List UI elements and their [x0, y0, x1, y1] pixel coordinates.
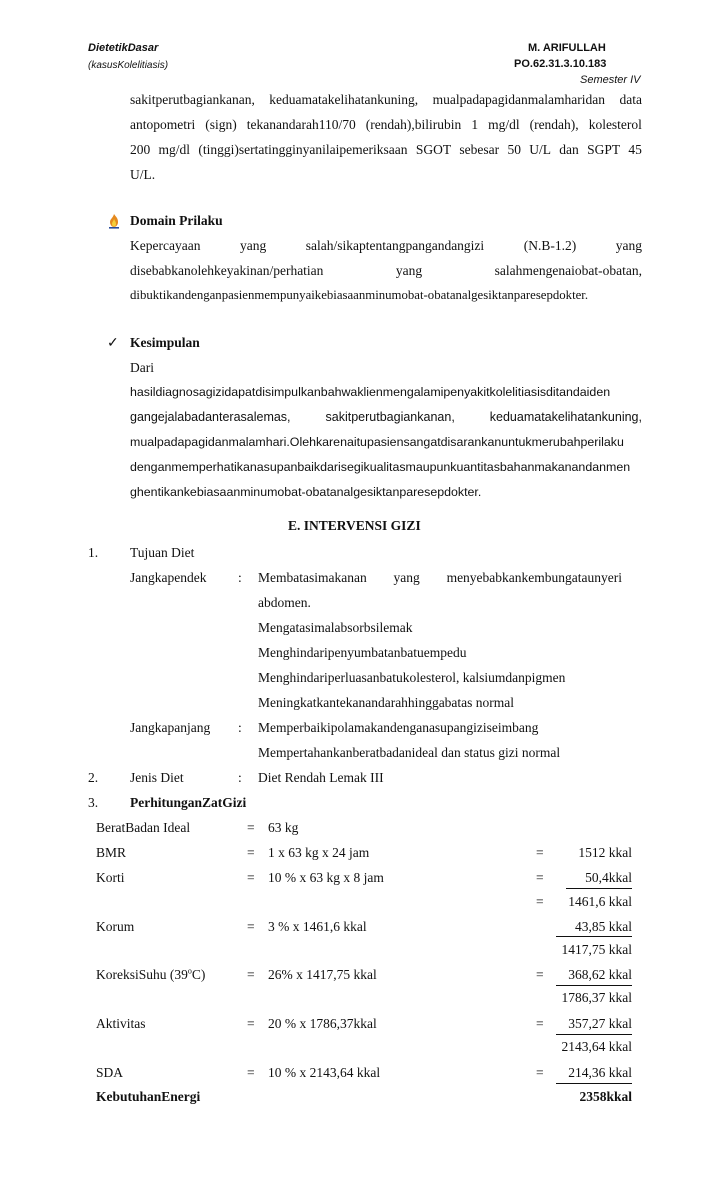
- subtotal-rule: [556, 1034, 632, 1035]
- intro-line-1: sakitperutbagiankanan, keduamatakelihatankuning, mualpadapagidanmalamharidan data: [130, 92, 642, 107]
- jangka-pendek-line-1: Membatasimakanan yang menyebabkankembungataunyeri: [258, 570, 622, 585]
- subtotal-4: 2143,64 kkal: [561, 1039, 632, 1054]
- jangka-panjang-line-1: Memperbaikipolamakandenganasupangiziseimbang: [258, 720, 539, 735]
- domain-perilaku-line-2: disebabkanolehkeyakinan/perhatian yang salahmengenaiobat-obatan,: [130, 263, 642, 278]
- bbi-value: 63 kg: [268, 820, 299, 835]
- jangka-pendek-line-5: Menghindariperluasanbatukolesterol, kalsiumdanpigmen: [258, 670, 566, 685]
- jangka-panjang-line-2: Mempertahankanberatbadanideal dan status gizi normal: [258, 745, 561, 760]
- bmr-result: 1512 kkal: [578, 845, 632, 860]
- jangka-pendek-line-2: abdomen.: [258, 595, 311, 610]
- sda-expression: 10 % x 2143,64 kkal: [268, 1065, 381, 1080]
- bmr-expression: 1 x 63 kg x 24 jam: [268, 845, 370, 860]
- domain-perilaku-heading: Domain Prilaku: [130, 213, 223, 228]
- domain-perilaku-line-3: dibuktikandenganpasienmempunyaikebiasaanminumobat-obatanalgesiktanparesepdokter.: [130, 288, 589, 302]
- equals-sign: =: [536, 1016, 544, 1031]
- subtotal-rule: [556, 985, 632, 986]
- kesimpulan-line-2: hasildiagnosagizidapatdisimpulkanbahwaklienmengalamipenyakitkolelitiasisditandaiden: [130, 385, 611, 399]
- equals-sign: =: [247, 870, 255, 885]
- equals-sign: =: [536, 1065, 544, 1080]
- intro-line-3: 200 mg/dl (tinggi)sertatingginyanilaipemeriksaan SGOT sebesar 50 U/L dan SGPT 45: [130, 142, 642, 157]
- student-id: PO.62.31.3.10.183: [514, 58, 607, 70]
- jangka-pendek-line-4: Menghindaripenyumbatanbatuempedu: [258, 645, 467, 660]
- subtotal-1: 1461,6 kkal: [568, 894, 632, 909]
- equals-sign: =: [536, 894, 544, 909]
- equals-sign: =: [247, 967, 255, 982]
- korti-expression: 10 % x 63 kg x 8 jam: [268, 870, 384, 885]
- item-number-3: 3.: [88, 795, 99, 810]
- section-title: E. INTERVENSI GIZI: [288, 518, 421, 533]
- subtotal-rule: [556, 936, 632, 937]
- intro-line-2: antopometri (sign) tekanandarah110/70 (rendah),bilirubin 1 mg/dl (rendah), kolesterol: [130, 117, 642, 132]
- domain-perilaku-line-1: Kepercayaan yang salah/sikaptentangpangandangizi (N.B-1.2) yang: [130, 238, 642, 253]
- item-number-1: 1.: [88, 545, 99, 560]
- subtotal-rule: [556, 1083, 632, 1084]
- semester: Semester IV: [580, 74, 641, 86]
- flame-bullet-icon: [106, 213, 122, 229]
- koreksi-suhu-result: 368,62 kkal: [568, 967, 632, 982]
- jenis-diet-value: Diet Rendah Lemak III: [258, 770, 384, 785]
- korum-label: Korum: [96, 919, 135, 934]
- intro-line-4: U/L.: [130, 167, 156, 182]
- doc-title: DietetikDasar: [88, 42, 159, 54]
- tujuan-diet-label: Tujuan Diet: [130, 545, 195, 560]
- koreksi-suhu-label: KoreksiSuhu (39$^o$C): [96, 966, 206, 982]
- equals-sign: =: [536, 845, 544, 860]
- colon: :: [238, 570, 242, 585]
- korti-result: 50,4kkal: [585, 870, 632, 885]
- colon: :: [238, 770, 242, 785]
- kesimpulan-line-1: Dari: [130, 360, 154, 375]
- perhitungan-heading: PerhitunganZatGizi: [130, 795, 247, 810]
- equals-sign: =: [247, 820, 255, 835]
- bbi-label: BeratBadan Ideal: [96, 820, 191, 835]
- jenis-diet-label: Jenis Diet: [130, 770, 184, 785]
- aktivitas-result: 357,27 kkal: [568, 1016, 632, 1031]
- jangka-pendek-line-3: Mengatasimalabsorbsilemak: [258, 620, 413, 635]
- subtotal-2: 1417,75 kkal: [561, 942, 632, 957]
- kebutuhan-energi-label: KebutuhanEnergi: [96, 1089, 201, 1104]
- jangka-pendek-label: Jangkapendek: [130, 570, 207, 585]
- kebutuhan-energi-value: 2358kkal: [579, 1089, 632, 1104]
- jangka-panjang-label: Jangkapanjang: [130, 720, 211, 735]
- kesimpulan-line-3: gangejalabadanterasalemas, sakitperutbagiankanan, keduamatakelihatankuning,: [130, 410, 642, 424]
- sda-label: SDA: [96, 1065, 124, 1080]
- korum-expression: 3 % x 1461,6 kkal: [268, 919, 367, 934]
- subtotal-rule: [566, 888, 632, 889]
- equals-sign: =: [247, 845, 255, 860]
- bmr-label: BMR: [96, 845, 127, 860]
- author-name: M. ARIFULLAH: [528, 42, 606, 54]
- koreksi-suhu-expression: 26% x 1417,75 kkal: [268, 967, 377, 982]
- subtotal-3: 1786,37 kkal: [561, 990, 632, 1005]
- kesimpulan-line-4: mualpadapagidanmalamhari.Olehkarenaitupasiensangatdisarankanuntukmerubahperilaku: [130, 435, 624, 449]
- equals-sign: =: [247, 919, 255, 934]
- kesimpulan-heading: Kesimpulan: [130, 335, 200, 350]
- item-number-2: 2.: [88, 770, 99, 785]
- colon: :: [238, 720, 242, 735]
- korti-label: Korti: [96, 870, 125, 885]
- sda-result: 214,36 kkal: [568, 1065, 632, 1080]
- kesimpulan-line-5: denganmemperhatikanasupanbaikdarisegikualitasmaupunkuantitasbahanmakanandanmen: [130, 460, 631, 474]
- equals-sign: =: [247, 1016, 255, 1031]
- aktivitas-label: Aktivitas: [96, 1016, 146, 1031]
- aktivitas-expression: 20 % x 1786,37kkal: [268, 1016, 377, 1031]
- korum-result: 43,85 kkal: [575, 919, 632, 934]
- kesimpulan-line-6: ghentikankebiasaanminumobat-obatanalgesiktanparesepdokter.: [130, 485, 482, 499]
- jangka-pendek-line-6: Meningkatkantekanandarahhinggabatas normal: [258, 695, 515, 710]
- equals-sign: =: [247, 1065, 255, 1080]
- equals-sign: =: [536, 870, 544, 885]
- equals-sign: =: [536, 967, 544, 982]
- check-icon: ✓: [107, 336, 119, 351]
- doc-subtitle: (kasusKolelitiasis): [88, 60, 169, 71]
